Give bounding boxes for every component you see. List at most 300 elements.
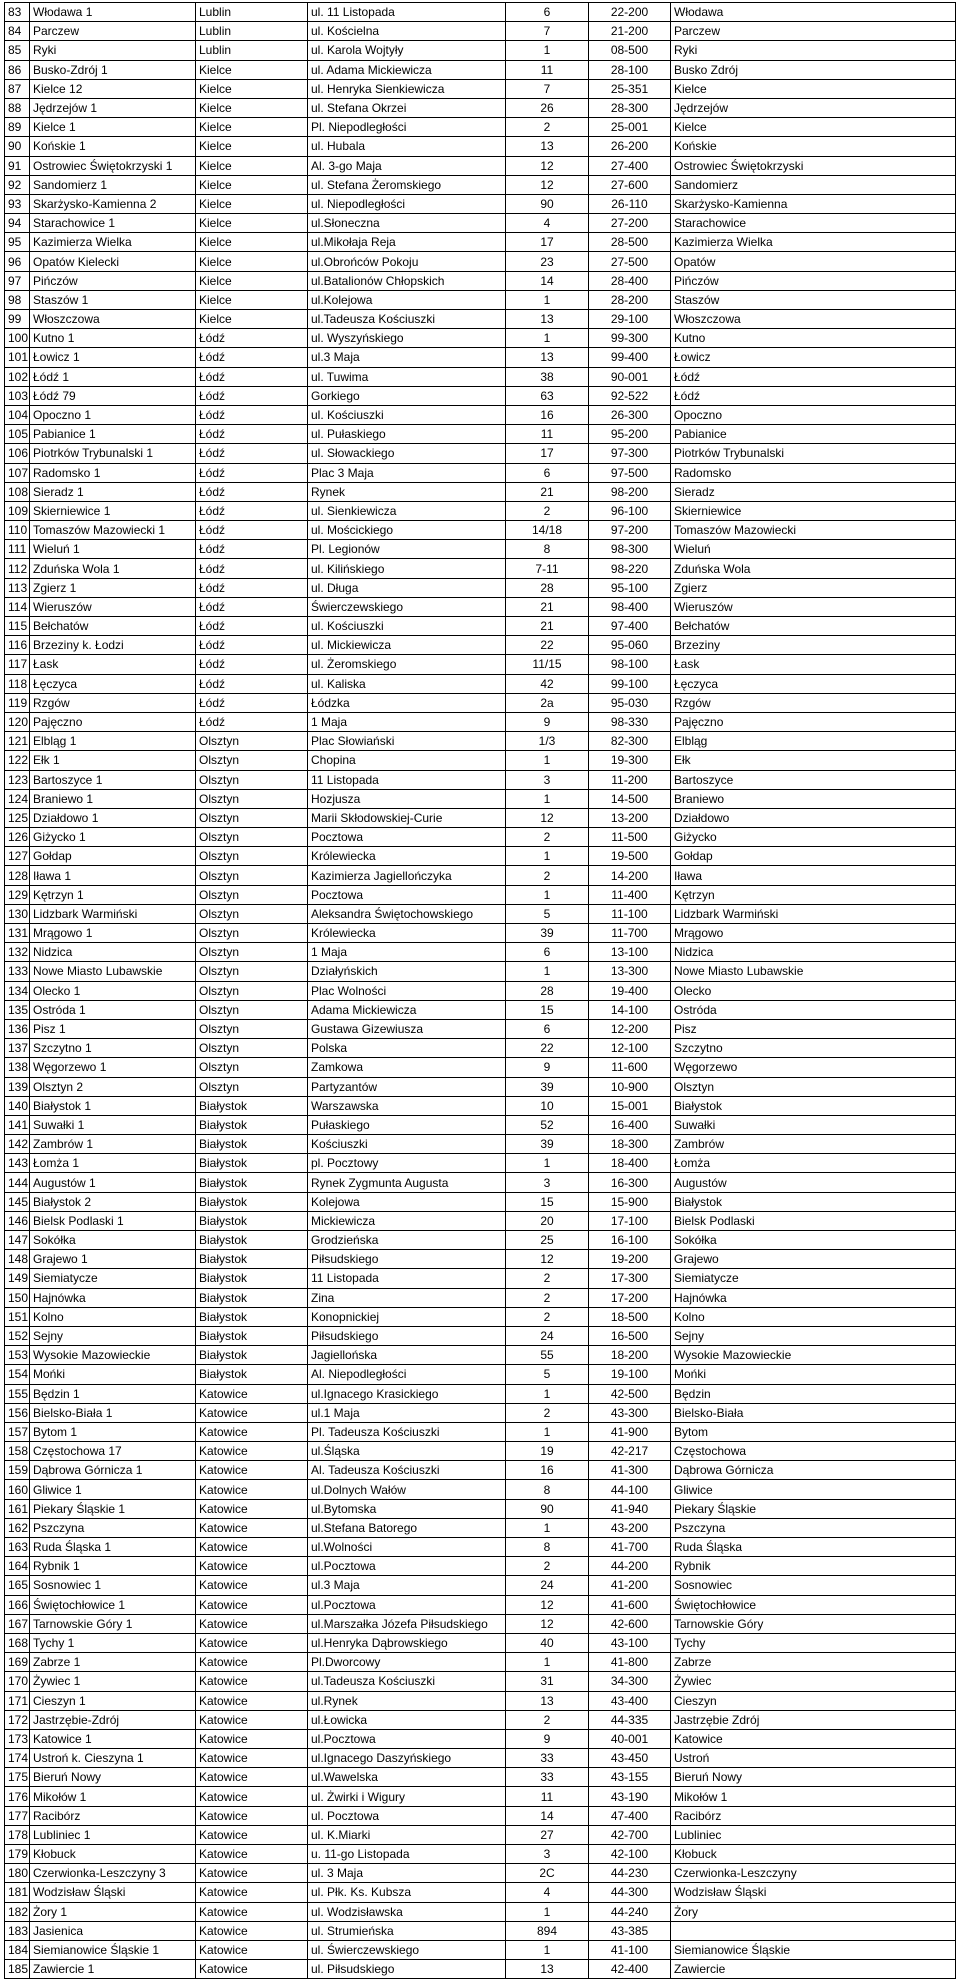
table-row: [5, 175, 956, 194]
row-number-cell: 182: [5, 1902, 30, 1921]
postal-code-cell: 21-200: [589, 22, 671, 41]
street-cell: ul. Henryka Sienkiewicza: [308, 79, 506, 98]
postal-code-cell: 44-335: [589, 1710, 671, 1729]
region-cell: Katowice: [196, 1940, 308, 1959]
postal-code-cell: 26-110: [589, 194, 671, 213]
street-cell: Pl. Niepodległości: [308, 118, 506, 137]
street-cell: Kolejowa: [308, 1192, 506, 1211]
street-cell: ul.Wawelska: [308, 1768, 506, 1787]
region-cell: Katowice: [196, 1576, 308, 1595]
building-number-cell: 55: [506, 1346, 589, 1365]
building-number-cell: 33: [506, 1768, 589, 1787]
city-cell: Ryki: [671, 41, 956, 60]
row-number-cell: 127: [5, 847, 30, 866]
city-cell: Częstochowa: [671, 1442, 956, 1461]
city-cell: Tychy: [671, 1633, 956, 1652]
region-cell: Katowice: [196, 1825, 308, 1844]
building-number-cell: 5: [506, 904, 589, 923]
street-cell: 1 Maja: [308, 943, 506, 962]
office-name-cell: Skierniewice 1: [30, 501, 196, 520]
city-cell: Bełchatów: [671, 617, 956, 636]
region-cell: Katowice: [196, 1902, 308, 1921]
postal-code-cell: 98-300: [589, 540, 671, 559]
street-cell: ul.Pocztowa: [308, 1595, 506, 1614]
table-row: [5, 1231, 956, 1250]
street-cell: Mickiewicza: [308, 1211, 506, 1230]
region-cell: Lublin: [196, 22, 308, 41]
table-row: [5, 137, 956, 156]
table-row: [5, 290, 956, 309]
row-number-cell: 115: [5, 617, 30, 636]
postal-code-cell: 44-200: [589, 1557, 671, 1576]
row-number-cell: 120: [5, 712, 30, 731]
office-name-cell: Bielsko-Biała 1: [30, 1403, 196, 1422]
street-cell: ul. Karola Wojtyły: [308, 41, 506, 60]
table-row: [5, 693, 956, 712]
street-cell: Piłsudskiego: [308, 1250, 506, 1269]
region-cell: Kielce: [196, 271, 308, 290]
office-name-cell: Augustów 1: [30, 1173, 196, 1192]
building-number-cell: 1: [506, 1154, 589, 1173]
row-number-cell: 130: [5, 904, 30, 923]
building-number-cell: 12: [506, 175, 589, 194]
row-number-cell: 125: [5, 808, 30, 827]
building-number-cell: 894: [506, 1921, 589, 1940]
table-row: [5, 1269, 956, 1288]
building-number-cell: 8: [506, 1538, 589, 1557]
row-number-cell: 128: [5, 866, 30, 885]
office-name-cell: Katowice 1: [30, 1729, 196, 1748]
region-cell: Katowice: [196, 1403, 308, 1422]
street-cell: Świerczewskiego: [308, 597, 506, 616]
city-cell: Jastrzębie Zdrój: [671, 1710, 956, 1729]
building-number-cell: 40: [506, 1633, 589, 1652]
city-cell: Sandomierz: [671, 175, 956, 194]
city-cell: Katowice: [671, 1729, 956, 1748]
city-cell: Łask: [671, 655, 956, 674]
row-number-cell: 124: [5, 789, 30, 808]
postal-code-cell: 95-030: [589, 693, 671, 712]
office-name-cell: Pabianice 1: [30, 425, 196, 444]
row-number-cell: 181: [5, 1883, 30, 1902]
row-number-cell: 109: [5, 501, 30, 520]
row-number-cell: 173: [5, 1729, 30, 1748]
street-cell: Gustawa Gizewiusza: [308, 1019, 506, 1038]
region-cell: Białystok: [196, 1288, 308, 1307]
row-number-cell: 133: [5, 962, 30, 981]
row-number-cell: 144: [5, 1173, 30, 1192]
postal-code-cell: 16-300: [589, 1173, 671, 1192]
region-cell: Katowice: [196, 1461, 308, 1480]
city-cell: Brzeziny: [671, 636, 956, 655]
postal-code-cell: 14-100: [589, 1000, 671, 1019]
city-cell: Białystok: [671, 1192, 956, 1211]
street-cell: Jagiellońska: [308, 1346, 506, 1365]
city-cell: Ruda Śląska: [671, 1538, 956, 1557]
street-cell: ul.Kolejowa: [308, 290, 506, 309]
street-cell: 11 Listopada: [308, 770, 506, 789]
city-cell: Pisz: [671, 1019, 956, 1038]
office-name-cell: Jastrzębie-Zdrój: [30, 1710, 196, 1729]
postal-code-cell: 19-100: [589, 1365, 671, 1384]
region-cell: Białystok: [196, 1250, 308, 1269]
street-cell: Kościuszki: [308, 1135, 506, 1154]
table-row: [5, 1442, 956, 1461]
office-name-cell: Gliwice 1: [30, 1480, 196, 1499]
office-name-cell: Zgierz 1: [30, 578, 196, 597]
region-cell: Katowice: [196, 1883, 308, 1902]
table-row: [5, 501, 956, 520]
city-cell: Grajewo: [671, 1250, 956, 1269]
building-number-cell: 90: [506, 194, 589, 213]
city-cell: Bytom: [671, 1422, 956, 1441]
building-number-cell: 2: [506, 1403, 589, 1422]
row-number-cell: 84: [5, 22, 30, 41]
region-cell: Łódź: [196, 693, 308, 712]
office-name-cell: Kazimierza Wielka: [30, 233, 196, 252]
city-cell: Sieradz: [671, 482, 956, 501]
row-number-cell: 180: [5, 1864, 30, 1883]
region-cell: Łódź: [196, 329, 308, 348]
postal-code-cell: 43-200: [589, 1518, 671, 1537]
office-name-cell: Tychy 1: [30, 1633, 196, 1652]
region-cell: Olsztyn: [196, 1077, 308, 1096]
region-cell: Olsztyn: [196, 866, 308, 885]
postal-code-cell: 44-300: [589, 1883, 671, 1902]
building-number-cell: 19: [506, 1442, 589, 1461]
street-cell: ul.Henryka Dąbrowskiego: [308, 1633, 506, 1652]
street-cell: Adama Mickiewicza: [308, 1000, 506, 1019]
postal-code-cell: 26-200: [589, 137, 671, 156]
office-name-cell: Skarżysko-Kamienna 2: [30, 194, 196, 213]
region-cell: Łódź: [196, 674, 308, 693]
office-name-cell: Ełk 1: [30, 751, 196, 770]
row-number-cell: 102: [5, 367, 30, 386]
table-row: [5, 751, 956, 770]
building-number-cell: 3: [506, 1173, 589, 1192]
office-name-cell: Włoszczowa: [30, 310, 196, 329]
region-cell: Białystok: [196, 1096, 308, 1115]
city-cell: Ostrowiec Świętokrzyski: [671, 156, 956, 175]
postal-code-cell: 14-200: [589, 866, 671, 885]
postal-code-cell: 96-100: [589, 501, 671, 520]
street-cell: Królewiecka: [308, 924, 506, 943]
region-cell: Kielce: [196, 98, 308, 117]
row-number-cell: 83: [5, 3, 30, 22]
building-number-cell: 13: [506, 310, 589, 329]
row-number-cell: 117: [5, 655, 30, 674]
building-number-cell: 14: [506, 1806, 589, 1825]
street-cell: Plac 3 Maja: [308, 463, 506, 482]
building-number-cell: 2a: [506, 693, 589, 712]
office-name-cell: Kielce 1: [30, 118, 196, 137]
building-number-cell: 2: [506, 1269, 589, 1288]
office-name-cell: Kutno 1: [30, 329, 196, 348]
table-row: [5, 386, 956, 405]
street-cell: Chopina: [308, 751, 506, 770]
row-number-cell: 137: [5, 1039, 30, 1058]
table-row: [5, 924, 956, 943]
postal-code-cell: 17-100: [589, 1211, 671, 1230]
building-number-cell: 42: [506, 674, 589, 693]
table-row: [5, 962, 956, 981]
table-row: [5, 1672, 956, 1691]
city-cell: Sosnowiec: [671, 1576, 956, 1595]
city-cell: Giżycko: [671, 828, 956, 847]
building-number-cell: 63: [506, 386, 589, 405]
city-cell: Pińczów: [671, 271, 956, 290]
table-row: [5, 1058, 956, 1077]
street-cell: ul.Mikołaja Reja: [308, 233, 506, 252]
office-name-cell: Wodzisław Śląski: [30, 1883, 196, 1902]
row-number-cell: 172: [5, 1710, 30, 1729]
building-number-cell: 13: [506, 137, 589, 156]
postal-code-cell: 15-900: [589, 1192, 671, 1211]
postal-code-cell: 43-400: [589, 1691, 671, 1710]
city-cell: Suwałki: [671, 1115, 956, 1134]
office-name-cell: Wieruszów: [30, 597, 196, 616]
postal-code-cell: 27-200: [589, 214, 671, 233]
office-name-cell: Olecko 1: [30, 981, 196, 1000]
office-name-cell: Lidzbark Warmiński: [30, 904, 196, 923]
table-row: [5, 1346, 956, 1365]
street-cell: ul.Słoneczna: [308, 214, 506, 233]
table-row: [5, 1307, 956, 1326]
office-name-cell: Kłobuck: [30, 1845, 196, 1864]
row-number-cell: 166: [5, 1595, 30, 1614]
postal-code-cell: 27-600: [589, 175, 671, 194]
postal-code-cell: 29-100: [589, 310, 671, 329]
region-cell: Olsztyn: [196, 808, 308, 827]
postal-code-cell: 42-500: [589, 1384, 671, 1403]
city-cell: Łódź: [671, 367, 956, 386]
region-cell: Katowice: [196, 1595, 308, 1614]
office-name-cell: Sandomierz 1: [30, 175, 196, 194]
postal-code-cell: 12-200: [589, 1019, 671, 1038]
row-number-cell: 159: [5, 1461, 30, 1480]
table-row: [5, 60, 956, 79]
building-number-cell: 1: [506, 1384, 589, 1403]
city-cell: [671, 1921, 956, 1940]
office-name-cell: Starachowice 1: [30, 214, 196, 233]
city-cell: Rzgów: [671, 693, 956, 712]
row-number-cell: 100: [5, 329, 30, 348]
building-number-cell: 16: [506, 1461, 589, 1480]
row-number-cell: 101: [5, 348, 30, 367]
office-name-cell: Białystok 2: [30, 1192, 196, 1211]
city-cell: Nidzica: [671, 943, 956, 962]
office-name-cell: Bieruń Nowy: [30, 1768, 196, 1787]
city-cell: Tomaszów Mazowiecki: [671, 521, 956, 540]
street-cell: Polska: [308, 1039, 506, 1058]
city-cell: Mońki: [671, 1365, 956, 1384]
building-number-cell: 21: [506, 597, 589, 616]
region-cell: Białystok: [196, 1154, 308, 1173]
table-row: [5, 118, 956, 137]
row-number-cell: 164: [5, 1557, 30, 1576]
region-cell: Katowice: [196, 1422, 308, 1441]
region-cell: Olsztyn: [196, 1019, 308, 1038]
postal-code-cell: 42-217: [589, 1442, 671, 1461]
table-row: [5, 521, 956, 540]
street-cell: Łódzka: [308, 693, 506, 712]
street-cell: Piłsudskiego: [308, 1326, 506, 1345]
street-cell: ul.Ignacego Krasickiego: [308, 1384, 506, 1403]
postal-code-cell: 34-300: [589, 1672, 671, 1691]
city-cell: Ełk: [671, 751, 956, 770]
city-cell: Wieruszów: [671, 597, 956, 616]
city-cell: Łomża: [671, 1154, 956, 1173]
building-number-cell: 11: [506, 425, 589, 444]
row-number-cell: 146: [5, 1211, 30, 1230]
postal-code-cell: 19-200: [589, 1250, 671, 1269]
postal-code-cell: 18-400: [589, 1154, 671, 1173]
row-number-cell: 103: [5, 386, 30, 405]
building-number-cell: 12: [506, 1614, 589, 1633]
office-name-cell: Świętochłowice 1: [30, 1595, 196, 1614]
city-cell: Zambrów: [671, 1135, 956, 1154]
street-cell: ul. Kościuszki: [308, 405, 506, 424]
row-number-cell: 142: [5, 1135, 30, 1154]
building-number-cell: 9: [506, 1058, 589, 1077]
region-cell: Katowice: [196, 1845, 308, 1864]
city-cell: Bielsko-Biała: [671, 1403, 956, 1422]
street-cell: Al. Niepodległości: [308, 1365, 506, 1384]
street-cell: ul. Wodzisławska: [308, 1902, 506, 1921]
building-number-cell: 15: [506, 1000, 589, 1019]
street-cell: ul. K.Miarki: [308, 1825, 506, 1844]
street-cell: ul.Pocztowa: [308, 1557, 506, 1576]
street-cell: Pułaskiego: [308, 1115, 506, 1134]
region-cell: Łódź: [196, 405, 308, 424]
building-number-cell: 1: [506, 329, 589, 348]
city-cell: Żywiec: [671, 1672, 956, 1691]
table-row: [5, 1710, 956, 1729]
street-cell: Plac Słowiański: [308, 732, 506, 751]
street-cell: ul.Obrońców Pokoju: [308, 252, 506, 271]
row-number-cell: 114: [5, 597, 30, 616]
postal-code-cell: 13-300: [589, 962, 671, 981]
building-number-cell: 1/3: [506, 732, 589, 751]
region-cell: Katowice: [196, 1480, 308, 1499]
table-row: [5, 1845, 956, 1864]
region-cell: Łódź: [196, 597, 308, 616]
street-cell: ul.3 Maja: [308, 1576, 506, 1595]
table-body: [5, 3, 956, 1979]
street-cell: 1 Maja: [308, 712, 506, 731]
city-cell: Jędrzejów: [671, 98, 956, 117]
table-row: [5, 1422, 956, 1441]
office-name-cell: Zabrze 1: [30, 1653, 196, 1672]
postal-code-cell: 19-500: [589, 847, 671, 866]
table-row: [5, 943, 956, 962]
office-name-cell: Włodawa 1: [30, 3, 196, 22]
region-cell: Katowice: [196, 1768, 308, 1787]
postal-code-cell: 98-220: [589, 559, 671, 578]
row-number-cell: 151: [5, 1307, 30, 1326]
city-cell: Cieszyn: [671, 1691, 956, 1710]
region-cell: Olsztyn: [196, 885, 308, 904]
building-number-cell: 11/15: [506, 655, 589, 674]
street-cell: Pl. Legionów: [308, 540, 506, 559]
table-row: [5, 1902, 956, 1921]
row-number-cell: 156: [5, 1403, 30, 1422]
region-cell: Olsztyn: [196, 1058, 308, 1077]
table-row: [5, 271, 956, 290]
row-number-cell: 95: [5, 233, 30, 252]
table-row: [5, 904, 956, 923]
city-cell: Szczytno: [671, 1039, 956, 1058]
office-name-cell: Tarnowskie Góry 1: [30, 1614, 196, 1633]
region-cell: Łódź: [196, 386, 308, 405]
region-cell: Białystok: [196, 1135, 308, 1154]
row-number-cell: 141: [5, 1115, 30, 1134]
postal-code-cell: 97-500: [589, 463, 671, 482]
region-cell: Kielce: [196, 194, 308, 213]
postal-code-cell: 41-300: [589, 1461, 671, 1480]
table-row: [5, 463, 956, 482]
office-name-cell: Braniewo 1: [30, 789, 196, 808]
table-row: [5, 1960, 956, 1979]
office-name-cell: Żory 1: [30, 1902, 196, 1921]
region-cell: Łódź: [196, 578, 308, 597]
postal-code-cell: 25-001: [589, 118, 671, 137]
street-cell: ul. 11 Listopada: [308, 3, 506, 22]
table-row: [5, 540, 956, 559]
building-number-cell: 28: [506, 578, 589, 597]
table-row: [5, 3, 956, 22]
row-number-cell: 170: [5, 1672, 30, 1691]
region-cell: Łódź: [196, 367, 308, 386]
table-row: [5, 1250, 956, 1269]
row-number-cell: 91: [5, 156, 30, 175]
building-number-cell: 22: [506, 636, 589, 655]
street-cell: ul. Świerczewskiego: [308, 1940, 506, 1959]
street-cell: u. 11-go Listopada: [308, 1845, 506, 1864]
region-cell: Olsztyn: [196, 770, 308, 789]
city-cell: Busko Zdrój: [671, 60, 956, 79]
row-number-cell: 85: [5, 41, 30, 60]
region-cell: Łódź: [196, 425, 308, 444]
street-cell: Rynek Zygmunta Augusta: [308, 1173, 506, 1192]
building-number-cell: 14: [506, 271, 589, 290]
table-row: [5, 1288, 956, 1307]
building-number-cell: 90: [506, 1499, 589, 1518]
office-name-cell: Kielce 12: [30, 79, 196, 98]
postal-code-cell: 19-300: [589, 751, 671, 770]
street-cell: Marii Skłodowskiej-Curie: [308, 808, 506, 827]
building-number-cell: 1: [506, 1653, 589, 1672]
office-name-cell: Jędrzejów 1: [30, 98, 196, 117]
row-number-cell: 184: [5, 1940, 30, 1959]
building-number-cell: 1: [506, 962, 589, 981]
table-row: [5, 405, 956, 424]
office-name-cell: Cieszyn 1: [30, 1691, 196, 1710]
row-number-cell: 165: [5, 1576, 30, 1595]
building-number-cell: 1: [506, 290, 589, 309]
building-number-cell: 16: [506, 405, 589, 424]
table-row: [5, 1595, 956, 1614]
table-row: [5, 674, 956, 693]
street-cell: ul. Pocztowa: [308, 1806, 506, 1825]
row-number-cell: 116: [5, 636, 30, 655]
row-number-cell: 138: [5, 1058, 30, 1077]
postal-code-cell: 90-001: [589, 367, 671, 386]
row-number-cell: 177: [5, 1806, 30, 1825]
region-cell: Łódź: [196, 636, 308, 655]
office-name-cell: Ustroń k. Cieszyna 1: [30, 1749, 196, 1768]
building-number-cell: 12: [506, 1595, 589, 1614]
